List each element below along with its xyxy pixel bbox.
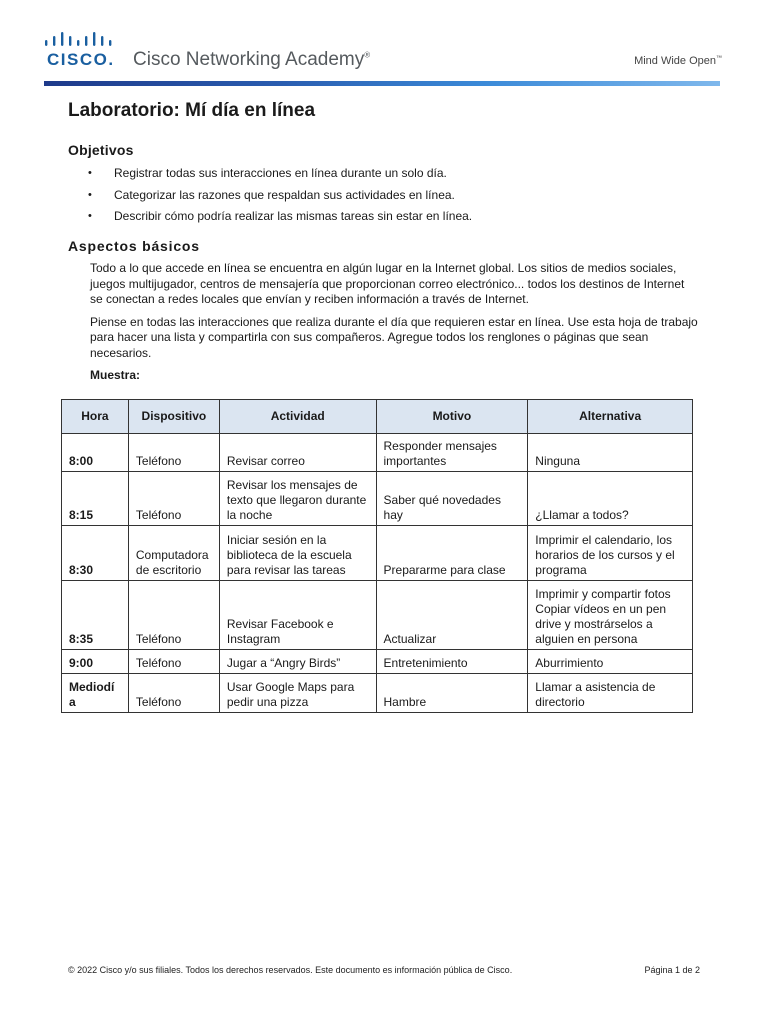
table-cell: Actualizar xyxy=(376,581,528,650)
table-cell: Teléfono xyxy=(128,434,219,472)
table-row xyxy=(62,472,693,526)
sample-label: Muestra: xyxy=(90,368,141,382)
table-cell: Jugar a “Angry Birds” xyxy=(219,650,376,674)
table-cell: Entretenimiento xyxy=(376,650,528,674)
objectives-list xyxy=(68,166,698,224)
copyright-text: © 2022 Cisco y/o sus filiales. Todos los derechos reservados. Este documento es información pública de Cisco. xyxy=(68,965,513,975)
table-cell: Iniciar sesión en la biblioteca de la escuela para revisar las tareas xyxy=(219,526,376,581)
table-cell: Revisar correo xyxy=(219,434,376,472)
cisco-wordmark: CISCO. xyxy=(47,50,115,69)
table-cell: 9:00 xyxy=(62,650,129,674)
table-cell: Teléfono xyxy=(128,674,219,713)
page-header xyxy=(0,0,768,90)
table-cell: Saber qué novedades hay xyxy=(376,472,528,526)
list-item: • Describir cómo podría realizar las mismas tareas sin estar en línea. xyxy=(88,209,698,224)
table-cell: 8:15 xyxy=(62,472,129,526)
column-header: Motivo xyxy=(376,400,528,434)
table-cell: Computadora de escritorio xyxy=(128,526,219,581)
table-cell: Teléfono xyxy=(128,650,219,674)
table-row xyxy=(62,526,693,581)
table-cell: Prepararme para clase xyxy=(376,526,528,581)
table-cell: 8:35 xyxy=(62,581,129,650)
table-row xyxy=(62,434,693,472)
page-title: Laboratorio: Mí día en línea xyxy=(68,100,316,121)
table-header-row xyxy=(62,400,693,434)
column-header: Alternativa xyxy=(528,400,693,434)
paragraph: Todo a lo que accede en línea se encuentra en algún lugar en la Internet global. Los sitios de medios sociales, juegos multijugador, centros de mensajería que proporcionan correo electrónico... todos los destinos de Internet se conectan a redes locales que envían y reciben información a través de Internet. xyxy=(90,261,685,306)
list-item: • Categorizar las razones que respaldan sus actividades en línea. xyxy=(88,188,698,203)
column-header: Actividad xyxy=(219,400,376,434)
table-row xyxy=(62,650,693,674)
tagline: Mind Wide Open™ xyxy=(634,55,722,67)
table-cell: Llamar a asistencia de directorio xyxy=(528,674,693,713)
table-cell: Revisar Facebook e Instagram xyxy=(219,581,376,650)
table-cell: Usar Google Maps para pedir una pizza xyxy=(219,674,376,713)
table-cell: Mediodía xyxy=(62,674,129,713)
table-row xyxy=(62,581,693,650)
table-cell: 8:00 xyxy=(62,434,129,472)
column-header: Hora xyxy=(62,400,129,434)
table-cell: Imprimir el calendario, los horarios de los cursos y el programa xyxy=(528,526,693,581)
basics-heading: Aspectos básicos xyxy=(68,238,200,254)
sample-table xyxy=(61,399,693,713)
academy-name: Cisco Networking Academy® xyxy=(133,49,371,70)
objectives-heading: Objetivos xyxy=(68,142,134,158)
table-cell: Aburrimiento xyxy=(528,650,693,674)
table-cell: 8:30 xyxy=(62,526,129,581)
document-body xyxy=(68,100,698,382)
table-cell: Imprimir y compartir fotos Copiar vídeos en un pen drive y mostrárselos a alguien en persona xyxy=(528,581,693,650)
table-cell: Responder mensajes importantes xyxy=(376,434,528,472)
table-cell: Teléfono xyxy=(128,581,219,650)
header-gradient-bar xyxy=(44,81,720,86)
table-cell: Hambre xyxy=(376,674,528,713)
table-cell: Ninguna xyxy=(528,434,693,472)
table-cell: Teléfono xyxy=(128,472,219,526)
table-row xyxy=(62,674,693,713)
page-number: Página 1 de 2 xyxy=(644,965,700,975)
table-cell: Revisar los mensajes de texto que llegaron durante la noche xyxy=(219,472,376,526)
list-item: • Registrar todas sus interacciones en línea durante un solo día. xyxy=(88,166,698,181)
cisco-bridge-logo-icon xyxy=(44,31,114,51)
column-header: Dispositivo xyxy=(128,400,219,434)
table-cell: ¿Llamar a todos? xyxy=(528,472,693,526)
paragraph: Piense en todas las interacciones que realiza durante el día que requieren estar en línea. Use esta hoja de trabajo para hacer una lista y compartirla con sus compañeros. Agregue todos los renglones o páginas que sean necesarios. xyxy=(90,314,698,360)
